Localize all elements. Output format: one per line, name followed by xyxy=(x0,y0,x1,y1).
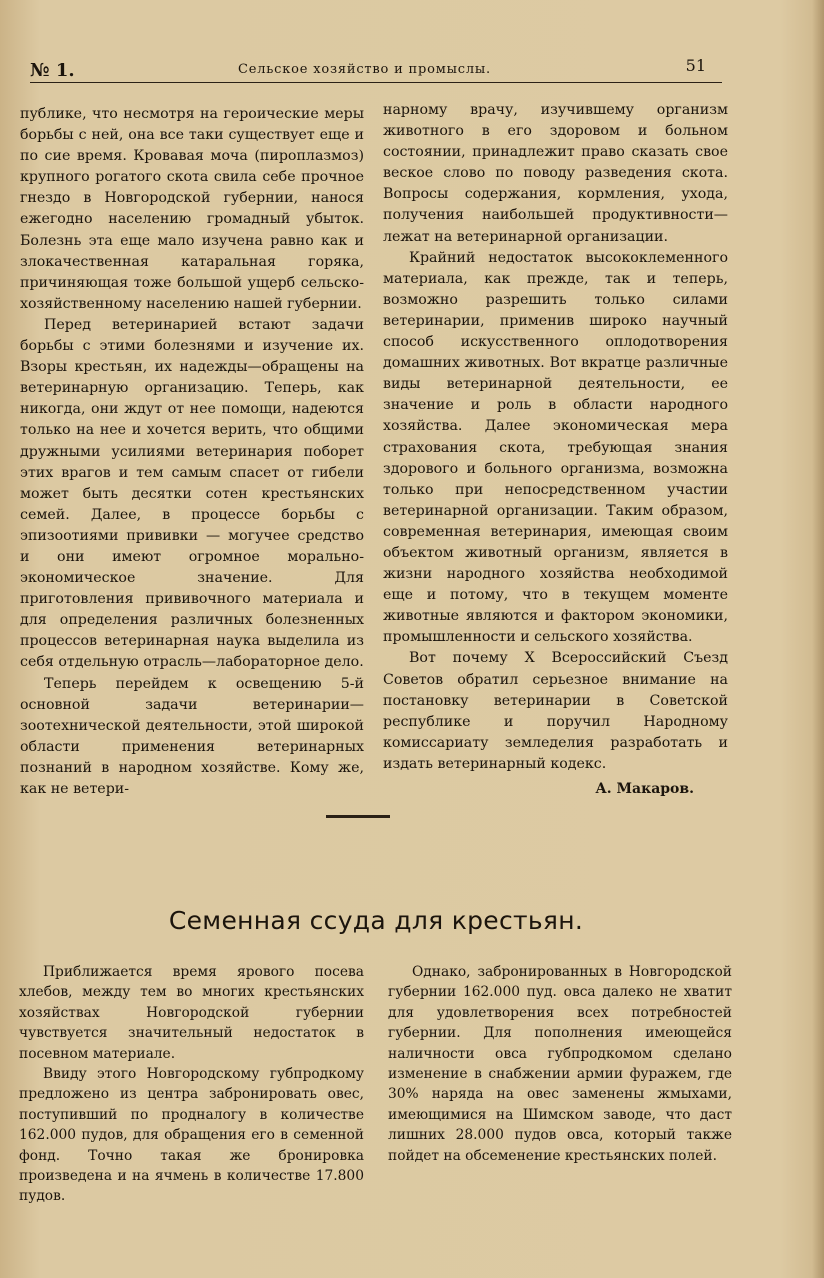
article1-left-column xyxy=(20,104,364,800)
paragraph: публике, что несмотря на героические меры борьбы с ней, она все таки существует еще и по сие время. Кровавая моча (пироплазмоз) крупного рогатого скота свила себе прочное гнездо в Новгородской губернии, нанося ежегодно населению громадный убыток. Болезнь эта еще мало изучена равно как и злокачественная катаральная горяка, причиняющая тоже большой ущерб сельско-хозяйственному населению нашей губернии. xyxy=(20,106,364,312)
running-title: Сельское хозяйство и промыслы. xyxy=(238,62,491,77)
paragraph: нарному врачу, изучившему организм животного в его здоровом и больном состоянии, принадлежит право сказать свое веское слово по поводу разведения скота. Вопросы содержания, кормления, ухода, получения наибольшей продуктивности—лежат на ветеринарной организации. xyxy=(383,102,728,245)
paragraph: Теперь перейдем к освещению 5-й основной задачи ветеринарии—зоотехнической деятельности, этой широкой области применения ветеринарных познаний в народном хозяйстве. Кому же, как не ветери- xyxy=(20,675,364,797)
paragraph: Ввиду этого Новгородскому губпродкому предложено из центра забронировать овес, поступивший по продналогу в количестве 162.000 пудов, для обращения его в семенной фонд. Точно такая же бронировка произведена и на ячмень в количестве 17.800 пудов. xyxy=(19,1066,364,1205)
paragraph: Вот почему X Всероссийский Съезд Советов обратил серьезное внимание на постановку ветеринарии в Советской республике и поручил Народному комиссариату земледелия разработать и издать ветеринарный кодекс. xyxy=(383,650,728,772)
article2-left-column xyxy=(19,962,364,1207)
paragraph: Однако, забронированных в Новгородской губернии 162.000 пуд. овса далеко не хватит для удовлетворения всех потребностей губернии. Для пополнения имеющейся наличности овса губпродкомом сделано изменение в снабжении армии фуражем, где 30% наряда на овес заменены жмыхами, имеющимися на Шимском заводе, что даст лишних 28.000 пудов овса, который также пойдет на обсеменение крестьянских полей. xyxy=(388,964,732,1164)
paragraph: Крайний недостаток высококлеменного материала, как прежде, так и теперь, возможно разрешить только силами ветеринарии, применив широко научный способ искусственного оплодотворения домашних животных. Вот вкратце различные виды ветеринарной деятельности, ее значение и роль в области народного хозяйства. Далее экономическая мера страхования скота, требующая знания здорового и больного организма, возможна только при непосредственном участии ветеринарной организации. Таким образом, современная ветеринария, имеющая своим объектом животный организм, является в жизни народного хозяйства необходимой еще и потому, что в текущем моменте животные являются и фактором экономики, промышленности и сельского хозяйства. xyxy=(383,249,728,646)
page-header xyxy=(30,54,722,83)
article-title: Семенная ссуда для крестьян. xyxy=(168,906,584,935)
author-signature: А. Макаров. xyxy=(595,781,694,797)
issue-number: № 1. xyxy=(30,60,75,81)
article2-right-column xyxy=(388,962,732,1166)
page-number: 51 xyxy=(685,56,706,75)
paragraph: Перед ветеринарией встают задачи борьбы с этими болезнями и изучение их. Взоры крестьян, их надежды—обращены на ветеринарную организацию. Теперь, как никогда, они ждут от нее помощи, надеются только на нее и хочется верить, что общими дружными усилиями ветеринария поборет этих врагов и тем самым спасет от гибели может быть десятки сотен крестьянских семей. Далее, в процессе борьбы с эпизоотиями прививки — могучее средство и они имеют огромное морально-экономическое значение. Для приготовления прививочного материала и для определения различных болезненных процессов ветеринарная наука выделила из себя отдельную отрасль—лабораторное дело. xyxy=(20,316,364,671)
section-divider xyxy=(326,815,390,818)
paragraph: Приближается время ярового посева хлебов, между тем во многих крестьянских хозяйствах Новгородской губернии чувствуется значительный недостаток в посевном материале. xyxy=(19,964,364,1062)
page-edge-shadow xyxy=(812,0,824,1278)
article1-right-column xyxy=(383,100,728,800)
